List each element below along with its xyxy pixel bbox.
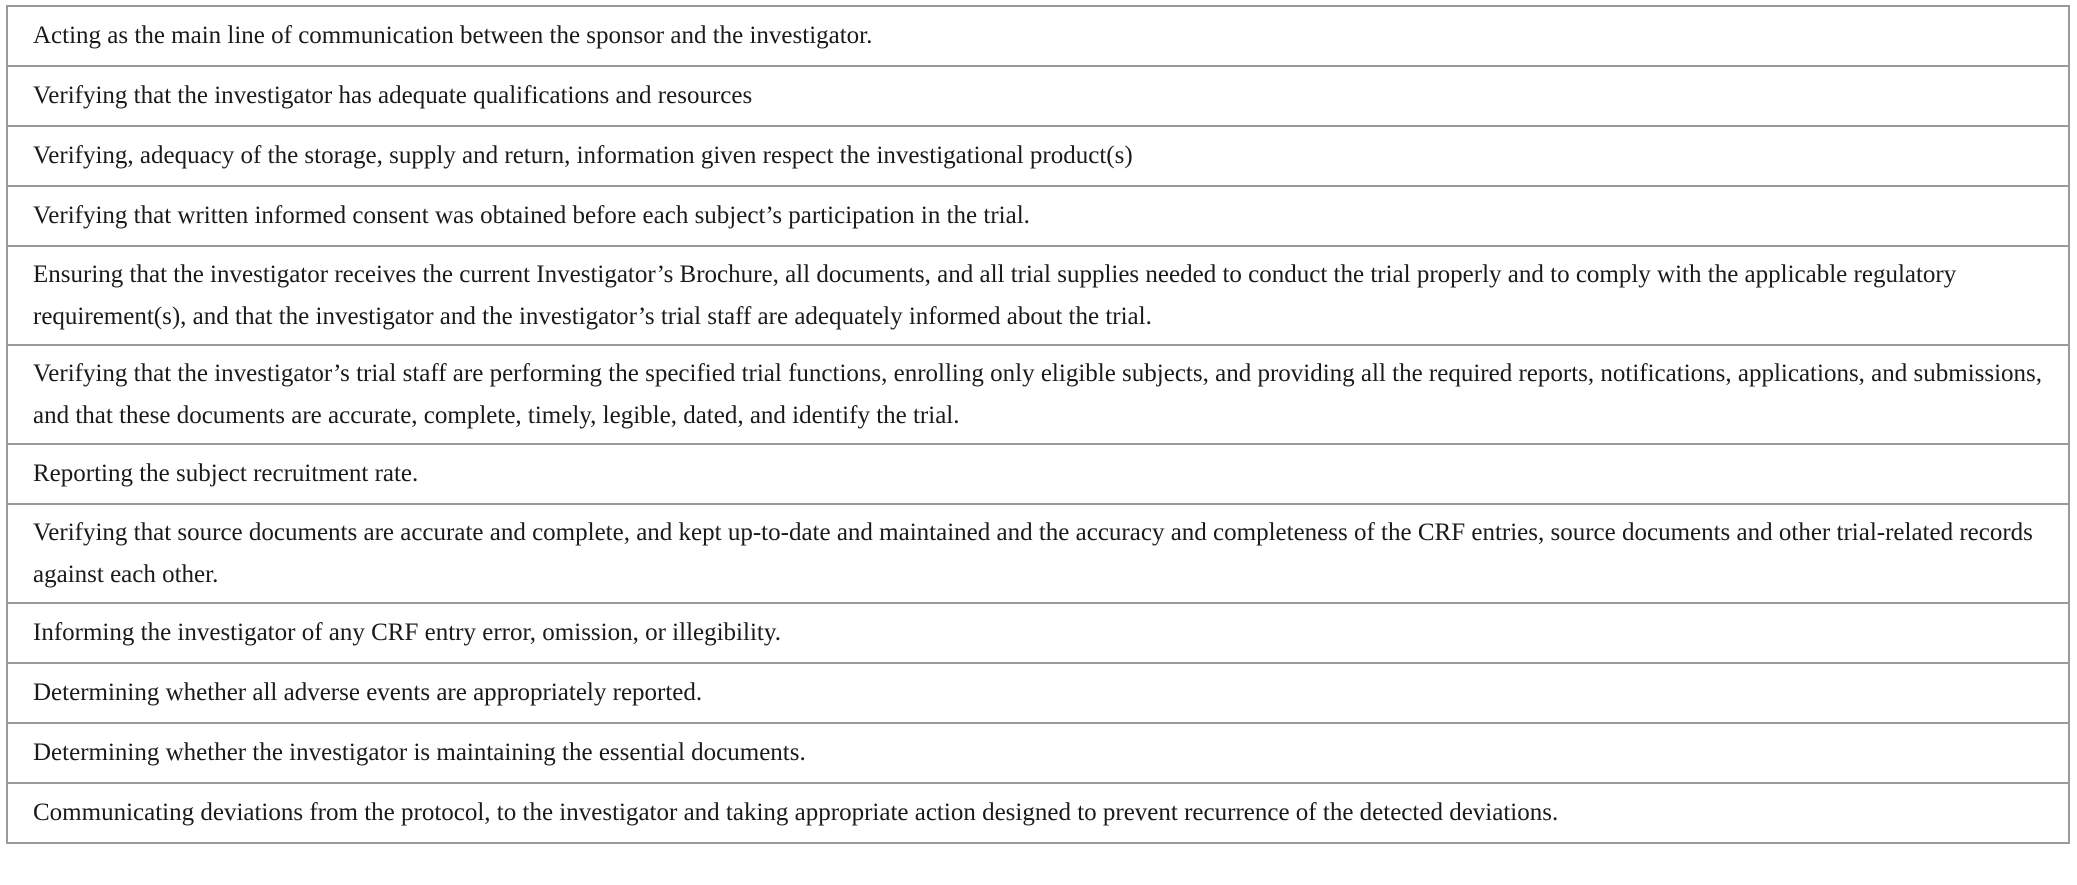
table-cell: Verifying that the investigator has adequate qualifications and resources <box>7 66 2069 126</box>
table-row <box>7 6 2069 66</box>
table-row <box>7 603 2069 663</box>
table-row <box>7 723 2069 783</box>
table-cell: Verifying that source documents are accurate and complete, and kept up-to-date and maintained and the accuracy and completeness of the CRF entries, source documents and other trial-related records against each other. <box>7 504 2069 603</box>
table-cell: Ensuring that the investigator receives the current Investigator’s Brochure, all documents, and all trial supplies needed to conduct the trial properly and to comply with the applicable regulatory requirement(s), and that the investigator and the investigator’s trial staff are adequately informed about the trial. <box>7 246 2069 345</box>
table-row <box>7 504 2069 603</box>
monitor-responsibilities-table <box>6 5 2070 844</box>
table-cell: Communicating deviations from the protocol, to the investigator and taking appropriate action designed to prevent recurrence of the detected deviations. <box>7 783 2069 843</box>
table-row <box>7 444 2069 504</box>
table-row <box>7 345 2069 444</box>
table-row <box>7 246 2069 345</box>
table-cell: Informing the investigator of any CRF entry error, omission, or illegibility. <box>7 603 2069 663</box>
table-row <box>7 783 2069 843</box>
table-cell: Verifying, adequacy of the storage, supply and return, information given respect the investigational product(s) <box>7 126 2069 186</box>
table-cell: Reporting the subject recruitment rate. <box>7 444 2069 504</box>
table-row <box>7 663 2069 723</box>
table-row <box>7 186 2069 246</box>
table-cell: Verifying that written informed consent was obtained before each subject’s participation in the trial. <box>7 186 2069 246</box>
table-cell: Acting as the main line of communication between the sponsor and the investigator. <box>7 6 2069 66</box>
table-row <box>7 126 2069 186</box>
table-cell: Determining whether the investigator is maintaining the essential documents. <box>7 723 2069 783</box>
table-cell: Determining whether all adverse events are appropriately reported. <box>7 663 2069 723</box>
table-cell: Verifying that the investigator’s trial staff are performing the specified trial functions, enrolling only eligible subjects, and providing all the required reports, notifications, applications, and submissions, and that these documents are accurate, complete, timely, legible, dated, and identify the trial. <box>7 345 2069 444</box>
table-row <box>7 66 2069 126</box>
